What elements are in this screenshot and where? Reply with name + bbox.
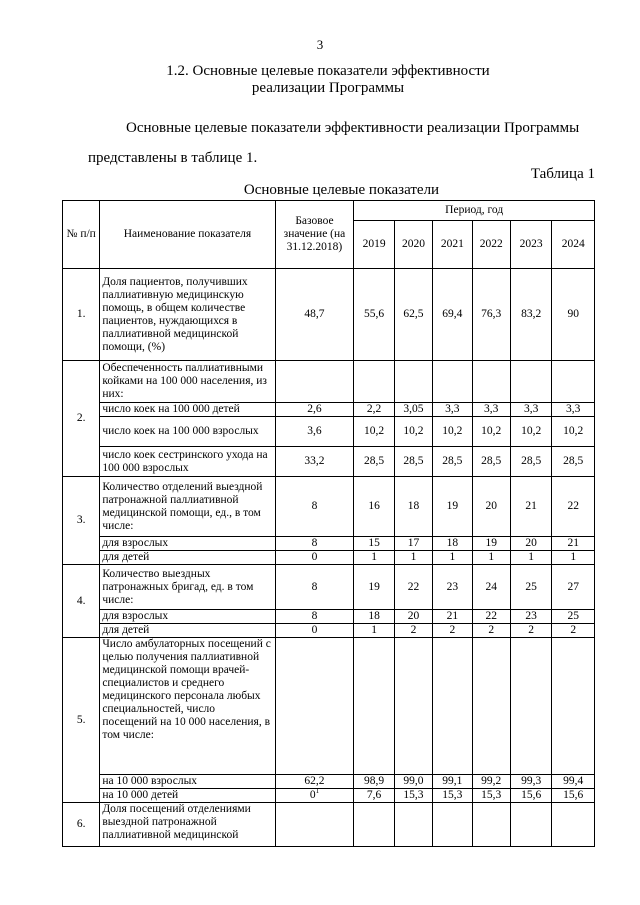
section-heading-line-2: реализации Программы xyxy=(251,80,405,96)
table-row xyxy=(63,269,595,361)
year-value: 76,3 xyxy=(472,269,510,361)
indicator-name: Обеспеченность паллиативными койками на 100 000 населения, из них: xyxy=(100,361,275,403)
year-value: 10,2 xyxy=(552,417,595,447)
base-value: 0 xyxy=(275,551,354,565)
year-value: 7,6 xyxy=(354,789,394,803)
year-value: 28,5 xyxy=(510,447,551,477)
base-value: 2,6 xyxy=(275,403,354,417)
year-value: 99,2 xyxy=(472,775,510,789)
indicator-name: Число амбулаторных посещений с целью получения паллиативной медицинской помощи врачей-специалистов и среднего медицинского персонала любых специальностей, число посещений на 10 000 населения, в том числе: xyxy=(100,638,275,775)
table-row xyxy=(63,417,595,447)
year-value: 1 xyxy=(354,624,394,638)
year-value: 99,3 xyxy=(510,775,551,789)
row-number: 2. xyxy=(63,361,100,477)
year-value: 28,5 xyxy=(472,447,510,477)
table-label: Таблица 1 xyxy=(530,166,595,182)
year-value: 15 xyxy=(354,537,394,551)
base-value: 3,6 xyxy=(275,417,354,447)
intro-paragraph-line-2: представлены в таблице 1. xyxy=(88,150,258,166)
table-row xyxy=(63,789,595,803)
table-title: Основные целевые показатели xyxy=(243,182,440,198)
header-year: 2022 xyxy=(472,221,510,269)
year-value: 16 xyxy=(354,477,394,537)
year-value: 1 xyxy=(433,551,472,565)
year-value: 18 xyxy=(433,537,472,551)
year-value: 19 xyxy=(354,565,394,610)
year-value: 25 xyxy=(510,565,551,610)
year-value: 1 xyxy=(354,551,394,565)
header-year: 2020 xyxy=(394,221,432,269)
base-value: 8 xyxy=(275,477,354,537)
row-number: 3. xyxy=(63,477,100,565)
indicator-name: Доля посещений отделениями выездной патронажной паллиативной медицинской xyxy=(100,803,275,847)
year-value: 99,1 xyxy=(433,775,472,789)
indicator-name: Количество отделений выездной патронажной паллиативной медицинской помощи, ед., в том числе: xyxy=(100,477,275,537)
year-value: 15,3 xyxy=(433,789,472,803)
base-value-number: 0 xyxy=(309,789,316,801)
year-value: 15,3 xyxy=(394,789,432,803)
year-value: 99,4 xyxy=(552,775,595,789)
header-year: 2024 xyxy=(552,221,595,269)
indicator-name: число коек сестринского ухода на 100 000 взрослых xyxy=(100,447,275,477)
indicator-name: Количество выездных патронажных бригад, ед. в том числе: xyxy=(100,565,275,610)
base-value xyxy=(275,789,354,803)
year-value: 1 xyxy=(510,551,551,565)
base-value: 0 xyxy=(275,624,354,638)
header-base: Базовое значение (на 31.12.2018) xyxy=(275,201,354,269)
base-value: 8 xyxy=(275,537,354,551)
year-value: 20 xyxy=(394,610,432,624)
year-value: 24 xyxy=(472,565,510,610)
year-value: 21 xyxy=(510,477,551,537)
year-value: 2 xyxy=(552,624,595,638)
intro-paragraph-line-1: Основные целевые показатели эффективности реализации Программы xyxy=(126,120,580,136)
section-heading-line-1: 1.2. Основные целевые показатели эффективности xyxy=(166,63,490,79)
year-value: 15,6 xyxy=(552,789,595,803)
indicator-name: на 10 000 взрослых xyxy=(100,775,275,789)
row-number: 4. xyxy=(63,565,100,638)
year-value: 69,4 xyxy=(433,269,472,361)
year-value: 83,2 xyxy=(510,269,551,361)
header-year: 2019 xyxy=(354,221,394,269)
footnote-mark: 1 xyxy=(315,787,320,796)
year-value: 19 xyxy=(472,537,510,551)
indicator-name: Доля пациентов, получивших паллиативную медицинскую помощь, в общем количестве пациентов, нуждающихся в паллиативной медицинской помощи, (%) xyxy=(100,269,275,361)
base-value: 8 xyxy=(275,610,354,624)
year-value: 20 xyxy=(510,537,551,551)
year-value: 2 xyxy=(394,624,432,638)
table-row xyxy=(63,477,595,537)
year-value: 3,3 xyxy=(552,403,595,417)
year-value: 3,3 xyxy=(433,403,472,417)
year-value: 99,0 xyxy=(394,775,432,789)
year-value: 55,6 xyxy=(354,269,394,361)
table-row xyxy=(63,565,595,610)
year-value: 10,2 xyxy=(510,417,551,447)
header-period: Период, год xyxy=(354,201,595,221)
table-row xyxy=(63,403,595,417)
indicator-name: для взрослых xyxy=(100,610,275,624)
year-value: 10,2 xyxy=(433,417,472,447)
table-row xyxy=(63,638,595,775)
year-value: 62,5 xyxy=(394,269,432,361)
table-row xyxy=(63,447,595,477)
year-value: 10,2 xyxy=(472,417,510,447)
indicator-name: число коек на 100 000 взрослых xyxy=(100,417,275,447)
year-value: 90 xyxy=(552,269,595,361)
table-row xyxy=(63,537,595,551)
base-value: 62,2 xyxy=(275,775,354,789)
year-value: 2 xyxy=(510,624,551,638)
year-value: 10,2 xyxy=(394,417,432,447)
row-number: 6. xyxy=(63,803,100,847)
year-value: 28,5 xyxy=(394,447,432,477)
year-value: 23 xyxy=(510,610,551,624)
year-value: 1 xyxy=(394,551,432,565)
row-number: 5. xyxy=(63,638,100,803)
year-value: 2 xyxy=(433,624,472,638)
page-number: 3 xyxy=(316,37,324,52)
header-year: 2021 xyxy=(433,221,472,269)
table-row xyxy=(63,610,595,624)
base-value: 48,7 xyxy=(275,269,354,361)
year-value: 23 xyxy=(433,565,472,610)
year-value: 28,5 xyxy=(433,447,472,477)
header-row xyxy=(63,201,595,221)
year-value: 19 xyxy=(433,477,472,537)
table-row xyxy=(63,803,595,847)
year-value: 22 xyxy=(472,610,510,624)
year-value: 27 xyxy=(552,565,595,610)
year-value: 21 xyxy=(552,537,595,551)
indicator-name: для детей xyxy=(100,551,275,565)
header-name: Наименование показателя xyxy=(100,201,275,269)
table-row xyxy=(63,624,595,638)
year-value: 2,2 xyxy=(354,403,394,417)
year-value: 98,9 xyxy=(354,775,394,789)
section-heading xyxy=(0,63,640,97)
header-year: 2023 xyxy=(510,221,551,269)
indicator-name: число коек на 100 000 детей xyxy=(100,403,275,417)
year-value: 2 xyxy=(472,624,510,638)
year-value: 10,2 xyxy=(354,417,394,447)
row-number: 1. xyxy=(63,269,100,361)
year-value: 18 xyxy=(354,610,394,624)
indicators-table xyxy=(62,200,595,847)
base-value: 33,2 xyxy=(275,447,354,477)
year-value: 18 xyxy=(394,477,432,537)
table-row xyxy=(63,551,595,565)
header-num: № п/п xyxy=(63,201,100,269)
year-value: 25 xyxy=(552,610,595,624)
year-value: 22 xyxy=(552,477,595,537)
year-value: 22 xyxy=(394,565,432,610)
indicator-name: для взрослых xyxy=(100,537,275,551)
year-value: 21 xyxy=(433,610,472,624)
year-value: 3,3 xyxy=(510,403,551,417)
year-value: 3,3 xyxy=(472,403,510,417)
year-value: 15,6 xyxy=(510,789,551,803)
year-value: 1 xyxy=(552,551,595,565)
year-value: 1 xyxy=(472,551,510,565)
base-value: 8 xyxy=(275,565,354,610)
year-value: 17 xyxy=(394,537,432,551)
year-value: 3,05 xyxy=(394,403,432,417)
year-value: 28,5 xyxy=(354,447,394,477)
table-row xyxy=(63,775,595,789)
year-value: 15,3 xyxy=(472,789,510,803)
table-row xyxy=(63,361,595,403)
indicator-name: на 10 000 детей xyxy=(100,789,275,803)
indicator-name: для детей xyxy=(100,624,275,638)
year-value: 28,5 xyxy=(552,447,595,477)
year-value: 20 xyxy=(472,477,510,537)
